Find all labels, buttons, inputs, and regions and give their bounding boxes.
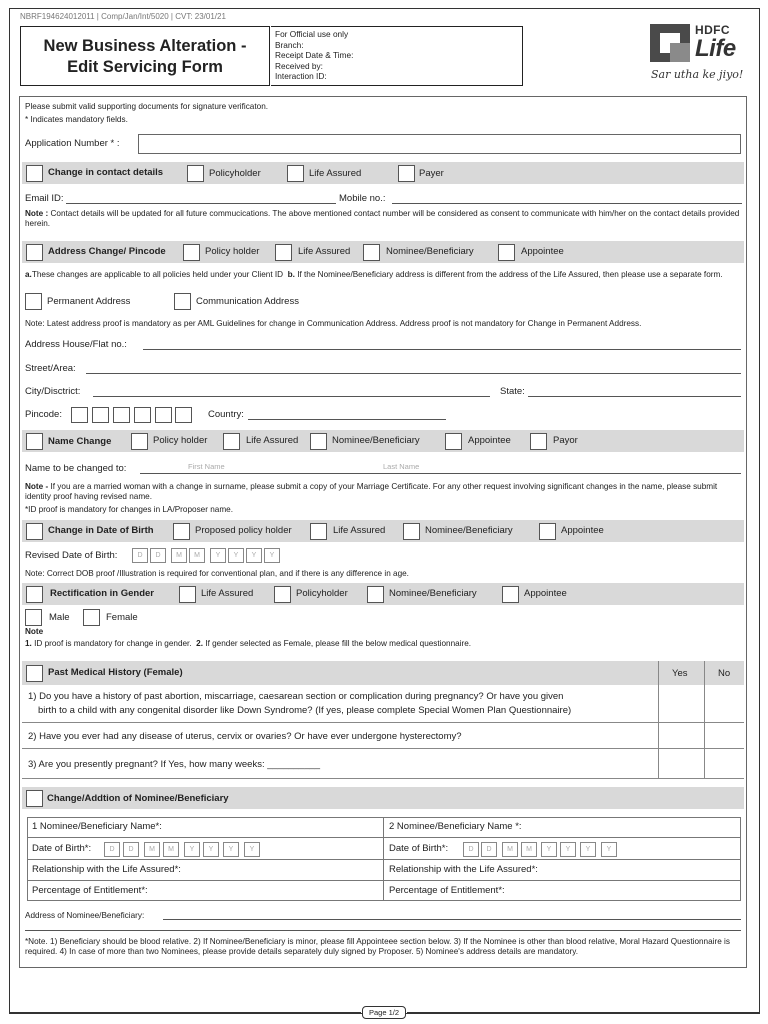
- gender-appointee-checkbox[interactable]: [502, 586, 519, 603]
- city-label: City/Disctrict:: [25, 386, 81, 397]
- dob-box[interactable]: Y: [210, 548, 226, 563]
- gender-appointee-label: Appointee: [524, 588, 567, 599]
- title-line-1: New Business Alteration -: [43, 37, 247, 55]
- nominee2-dob-box[interactable]: M: [521, 842, 537, 857]
- contact-policyholder-label: Policyholder: [209, 168, 261, 179]
- medical-divider: [658, 661, 659, 778]
- nominee-table-divider: [27, 859, 741, 860]
- address-proof-note: Note: Latest address proof is mandatory as per AML Guidelines for change in Communication Address. Address proof is not mandatory for Change in Permanent Address.: [25, 319, 642, 328]
- nominee2-dob-box[interactable]: Y: [541, 842, 557, 857]
- female-label: Female: [106, 612, 138, 623]
- city-input[interactable]: [93, 396, 490, 397]
- name-policy-holder-label: Policy holder: [153, 435, 208, 446]
- nominee2-dob-box[interactable]: Y: [560, 842, 576, 857]
- gender-life-assured-label: Life Assured: [201, 588, 254, 599]
- state-label: State:: [500, 386, 525, 397]
- intro-line-1: Please submit valid supporting documents for signature verificaton.: [25, 102, 269, 111]
- address-note-a: These changes are applicable to all policies held under your Client ID: [31, 270, 284, 279]
- nominee1-percentage-label: Percentage of Entitlement*:: [32, 885, 148, 896]
- dob-box[interactable]: Y: [264, 548, 280, 563]
- nominee-address-label: Address of Nominee/Beneficiary:: [25, 911, 145, 920]
- communication-address-checkbox[interactable]: [174, 293, 191, 310]
- form-title: [20, 26, 270, 86]
- nominee2-percentage-label: Percentage of Entitlement*:: [389, 885, 505, 896]
- name-note-text: If you are a married woman with a change in surname, please submit a copy of your Marriage Certificate. For any other request involving significant changes in the name, please submit identity proof having revised name.: [25, 482, 718, 501]
- receipt-date-label: Receipt Date & Time:: [275, 50, 354, 61]
- dob-box[interactable]: D: [150, 548, 166, 563]
- logo-hdfc-text: HDFC: [695, 23, 730, 37]
- nominee2-dob-box[interactable]: Y: [580, 842, 596, 857]
- dob-box[interactable]: Y: [246, 548, 262, 563]
- footer-line: [9, 1012, 361, 1013]
- pincode-box[interactable]: [134, 407, 151, 423]
- dob-box[interactable]: Y: [228, 548, 244, 563]
- medical-divider: [22, 748, 744, 749]
- gender-note-1: ID proof is mandatory for change in gender.: [34, 639, 192, 648]
- email-label: Email ID:: [25, 193, 64, 204]
- pincode-box[interactable]: [113, 407, 130, 423]
- medical-history-checkbox[interactable]: [26, 665, 43, 682]
- name-payor-label: Payor: [553, 435, 578, 446]
- gender-life-assured-checkbox[interactable]: [179, 586, 196, 603]
- first-name-hint: First Name: [188, 462, 225, 471]
- name-nominee-label: Nominee/Beneficiary: [332, 435, 420, 446]
- contact-note-label: Note :: [25, 209, 49, 218]
- medical-no-header: No: [718, 668, 731, 679]
- house-label: Address House/Flat no.:: [25, 339, 127, 350]
- nominee1-dob-label: Date of Birth*:: [32, 843, 92, 854]
- nominee2-dob-box[interactable]: D: [481, 842, 497, 857]
- male-label: Male: [49, 612, 70, 623]
- contact-life-assured-checkbox[interactable]: [287, 165, 304, 182]
- address-policy-holder-checkbox[interactable]: [183, 244, 200, 261]
- nominee-table-divider: [27, 880, 741, 881]
- dob-change-title: Change in Date of Birth: [48, 525, 154, 536]
- revised-dob-label: Revised Date of Birth:: [25, 550, 118, 561]
- address-life-assured-label: Life Assured: [298, 246, 351, 257]
- nominee1-dob-box[interactable]: Y: [244, 842, 260, 857]
- gender-note-1-label: 1.: [25, 639, 32, 648]
- street-input[interactable]: [86, 373, 741, 374]
- logo-life-text: Life: [695, 35, 736, 62]
- last-name-hint: Last Name: [383, 462, 420, 471]
- medical-divider: [704, 661, 705, 778]
- dob-box[interactable]: D: [132, 548, 148, 563]
- pincode-box[interactable]: [175, 407, 192, 423]
- name-id-proof-note: *ID proof is mandatory for changes in LA/Proposer name.: [25, 505, 233, 514]
- address-note-b-label: b.: [287, 270, 295, 279]
- gender-note-label: Note: [25, 627, 44, 636]
- nominee1-dob-box[interactable]: Y: [203, 842, 219, 857]
- medical-yes-header: Yes: [672, 668, 688, 679]
- mobile-label: Mobile no.:: [339, 193, 386, 204]
- dob-life-assured-label: Life Assured: [333, 525, 386, 536]
- nominee1-name-label: 1 Nominee/Beneficiary Name*:: [32, 821, 162, 832]
- gender-nominee-label: Nominee/Beneficiary: [389, 588, 477, 599]
- gender-note-2-label: 2.: [196, 639, 204, 648]
- title-line-2: Edit Servicing Form: [67, 58, 223, 76]
- communication-address-label: Communication Address: [196, 296, 299, 307]
- address-nominee-checkbox[interactable]: [363, 244, 380, 261]
- contact-note-text: Contact details will be updated for all future commucications. The above mentioned contact number will be considered as consent to communicate with him/her on the contact details provided herein.: [25, 209, 740, 228]
- contact-payer-label: Payer: [419, 168, 444, 179]
- dob-proposed-holder-label: Proposed policy holder: [195, 525, 292, 536]
- dob-appointee-label: Appointee: [561, 525, 604, 536]
- gender-policyholder-label: Policyholder: [296, 588, 348, 599]
- name-change-checkbox[interactable]: [26, 433, 43, 450]
- nominee2-relationship-label: Relationship with the Life Assured*:: [389, 864, 538, 875]
- medical-q3: 3) Are you presently pregnant? If Yes, how many weeks: __________: [28, 759, 321, 770]
- address-life-assured-checkbox[interactable]: [275, 244, 292, 261]
- name-payor-checkbox[interactable]: [530, 433, 547, 450]
- pincode-label: Pincode:: [25, 409, 62, 420]
- female-checkbox[interactable]: [83, 609, 100, 626]
- mobile-input[interactable]: [392, 203, 742, 204]
- name-note: [25, 482, 741, 501]
- dob-proposed-holder-checkbox[interactable]: [173, 523, 190, 540]
- nominee-address-line2[interactable]: [25, 930, 741, 931]
- nominee1-dob-box[interactable]: M: [163, 842, 179, 857]
- logo-tagline: Sar utha ke jiyo!: [651, 68, 744, 81]
- name-life-assured-label: Life Assured: [246, 435, 299, 446]
- footer-line: [407, 1012, 760, 1013]
- official-use-box: [271, 26, 523, 86]
- gender-nominee-checkbox[interactable]: [367, 586, 384, 603]
- name-to-change-input[interactable]: [140, 473, 741, 474]
- medical-q2: 2) Have you ever had any disease of uterus, cervix or ovaries? Or have ever undergone hysterectomy?: [28, 731, 462, 742]
- name-policy-holder-checkbox[interactable]: [131, 433, 148, 450]
- permanent-address-label: Permanent Address: [47, 296, 131, 307]
- address-note: [25, 270, 741, 280]
- nominee-checkbox[interactable]: [26, 790, 43, 807]
- medical-q1-line1: 1) Do you have a history of past abortion, miscarriage, caesarean section or complication during pregnancy? Or have you given: [28, 691, 564, 702]
- dob-nominee-label: Nominee/Beneficiary: [425, 525, 513, 536]
- document-reference: NBRF194624012011 | Comp/Jan/Int/5020 | CVT: 23/01/21: [20, 12, 226, 21]
- nominee-address-input[interactable]: [163, 919, 741, 920]
- nominee2-name-label: 2 Nominee/Beneficiary Name *:: [389, 821, 522, 832]
- nominee1-dob-box[interactable]: Y: [223, 842, 239, 857]
- address-note-a-label: a.: [25, 270, 32, 279]
- branch-label: Branch:: [275, 39, 304, 50]
- official-use-label: For Official use only: [275, 29, 349, 39]
- dob-change-checkbox[interactable]: [26, 523, 43, 540]
- email-input[interactable]: [66, 203, 336, 204]
- contact-policyholder-checkbox[interactable]: [187, 165, 204, 182]
- gender-note-items: [25, 639, 471, 648]
- dob-box[interactable]: M: [171, 548, 187, 563]
- dob-box[interactable]: M: [189, 548, 205, 563]
- country-input[interactable]: [248, 419, 446, 420]
- nominee1-dob-box[interactable]: D: [123, 842, 139, 857]
- logo-square-icon: [650, 24, 690, 62]
- country-label: Country:: [208, 409, 244, 420]
- nominee1-relationship-label: Relationship with the Life Assured*:: [32, 864, 181, 875]
- address-policy-holder-label: Policy holder: [205, 246, 260, 257]
- gender-policyholder-checkbox[interactable]: [274, 586, 291, 603]
- house-input[interactable]: [143, 349, 741, 350]
- name-appointee-checkbox[interactable]: [445, 433, 462, 450]
- male-checkbox[interactable]: [25, 609, 42, 626]
- medical-divider: [22, 722, 744, 723]
- contact-note: [25, 209, 741, 229]
- medical-history-title: Past Medical History (Female): [48, 667, 183, 678]
- state-input[interactable]: [528, 396, 741, 397]
- dob-note: Note: Correct DOB proof /Illustration is required for conventional plan, and if there is any difference in age.: [25, 569, 409, 578]
- address-change-checkbox[interactable]: [26, 244, 43, 261]
- address-nominee-label: Nominee/Beneficiary: [386, 246, 474, 257]
- name-appointee-label: Appointee: [468, 435, 511, 446]
- gender-title: Rectification in Gender: [50, 588, 154, 599]
- gender-checkbox[interactable]: [26, 586, 43, 603]
- nominee-title: Change/Addtion of Nominee/Beneficiary: [47, 793, 229, 804]
- nominee2-dob-label: Date of Birth*:: [389, 843, 449, 854]
- nominee1-dob-box[interactable]: D: [104, 842, 120, 857]
- pincode-box[interactable]: [92, 407, 109, 423]
- name-life-assured-checkbox[interactable]: [223, 433, 240, 450]
- interaction-id-label: Interaction ID:: [275, 71, 327, 82]
- pincode-box[interactable]: [155, 407, 172, 423]
- street-label: Street/Area:: [25, 363, 76, 374]
- contact-life-assured-label: Life Assured: [309, 168, 362, 179]
- received-by-label: Received by:: [275, 60, 323, 71]
- application-number-input[interactable]: [138, 134, 741, 154]
- address-change-title: Address Change/ Pincode: [48, 246, 166, 257]
- medical-q1-line2: birth to a child with any congenital disorder like Down Syndrome? (If yes, please complete Special Women Plan Questionnaire): [38, 705, 572, 716]
- application-number-label: Application Number * :: [25, 138, 120, 149]
- name-note-label: Note -: [25, 482, 49, 491]
- address-note-b: If the Nominee/Beneficiary address is different from the address of the Life Assured, then please use a separate form.: [297, 270, 723, 279]
- address-appointee-checkbox[interactable]: [498, 244, 515, 261]
- address-appointee-label: Appointee: [521, 246, 564, 257]
- dob-nominee-checkbox[interactable]: [403, 523, 420, 540]
- contact-details-checkbox[interactable]: [26, 165, 43, 182]
- nominee-note: *Note. 1) Beneficiary should be blood relative. 2) If Nominee/Beneficiary is minor, please fill Appointeee section below. 3) If the Nominee is other than blood relative, Moral Hazard Questionnaire is required. 4) In case of more than two Nominees, please provide details separately duly signed by Proposer. 5) Nominee's address details are mandatory.: [25, 937, 730, 956]
- nominee1-dob-box[interactable]: Y: [184, 842, 200, 857]
- hdfc-life-logo: [650, 22, 750, 82]
- intro-line-2: * Indicates mandatory fields.: [25, 115, 128, 124]
- permanent-address-checkbox[interactable]: [25, 293, 42, 310]
- nominee2-dob-box[interactable]: D: [463, 842, 479, 857]
- nominee2-dob-box[interactable]: M: [502, 842, 518, 857]
- nominee2-dob-box[interactable]: Y: [601, 842, 617, 857]
- gender-note-2: If gender selected as Female, please fill the below medical questionnaire.: [205, 639, 472, 648]
- contact-payer-checkbox[interactable]: [398, 165, 415, 182]
- pincode-box[interactable]: [71, 407, 88, 423]
- form-body: [19, 96, 747, 968]
- nominee1-dob-box[interactable]: M: [144, 842, 160, 857]
- name-to-change-label: Name to be changed to:: [25, 463, 127, 474]
- name-change-title: Name Change: [48, 436, 112, 447]
- contact-details-title: Change in contact details: [48, 167, 164, 178]
- medical-divider: [22, 778, 744, 779]
- nominee-table-divider: [27, 837, 741, 838]
- page-number: Page 1/2: [362, 1006, 406, 1019]
- name-nominee-checkbox[interactable]: [310, 433, 327, 450]
- dob-appointee-checkbox[interactable]: [539, 523, 556, 540]
- dob-life-assured-checkbox[interactable]: [310, 523, 327, 540]
